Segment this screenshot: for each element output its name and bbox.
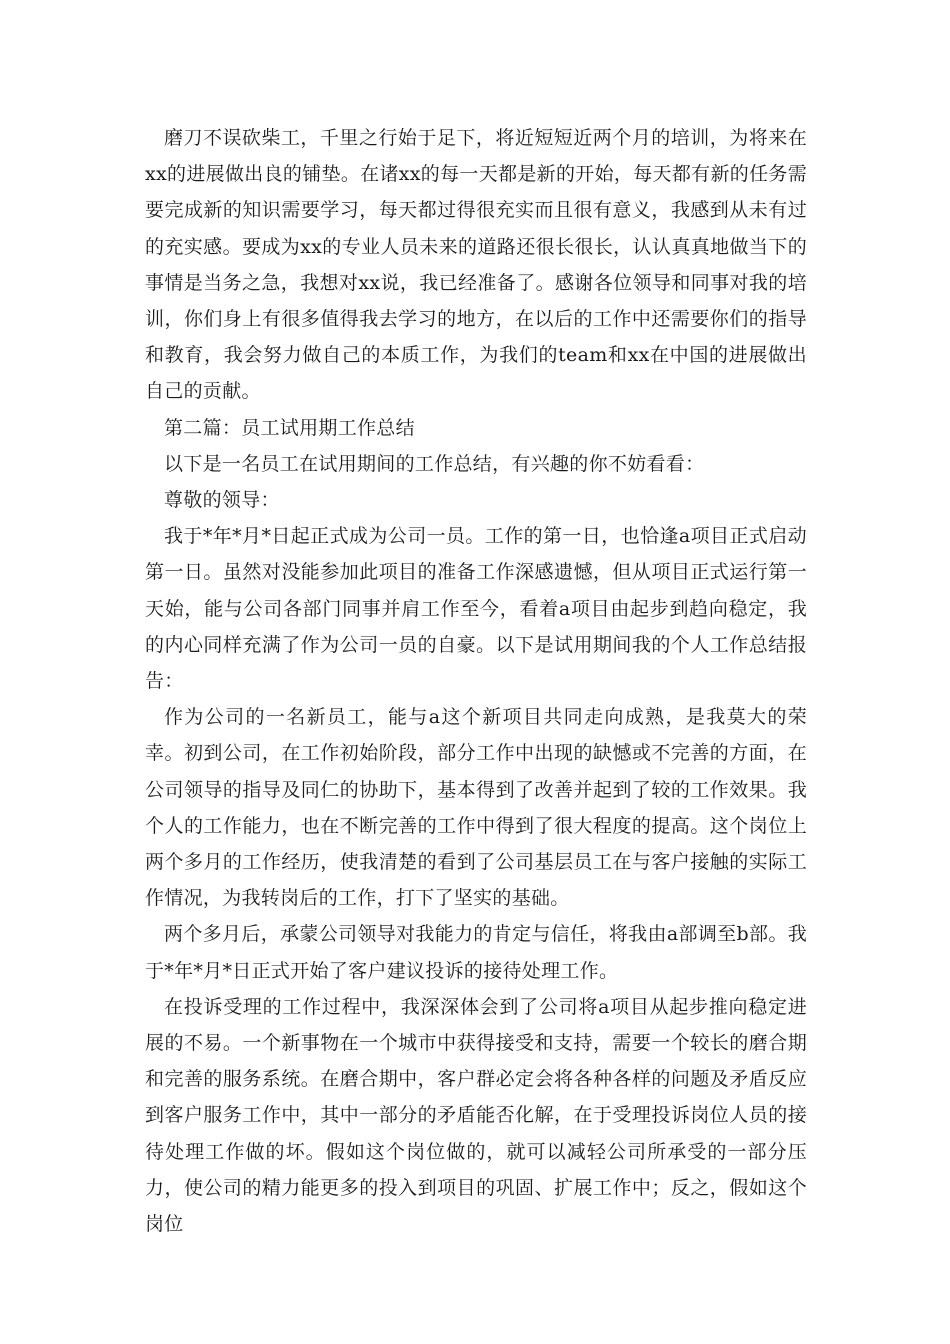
section-heading: 第二篇：员工试用期工作总结 bbox=[164, 416, 415, 439]
paragraph-new-employee: 作为公司的一名新员工，能与a这个新项目共同走向成熟，是我莫大的荣幸。初到公司，在工作初始阶段，部分工作中出现的缺憾或不完善的方面，在公司领导的指导及同仁的协助下，基本得到了改善并起到了较的工作效果。我个人的工作能力，也在不断完善的工作中得到了很大程度的提高。这个岗位上两个多月的工作经历，使我清楚的看到了公司基层员工在与客户接触的实际工作情况，为我转岗后的工作，打下了坚实的基础。 bbox=[145, 706, 807, 910]
paragraph-transfer: 两个多月后，承蒙公司领导对我能力的肯定与信任，将我由a部调至b部。我于*年*月*日正式开始了客户建议投诉的接待处理工作。 bbox=[145, 923, 807, 982]
paragraph-training-reflection: 磨刀不误砍柴工，千里之行始于足下，将近短短近两个月的培训，为将来在xx的进展做出良的铺垫。在诸xx的每一天都是新的开始，每天都有新的任务需要完成新的知识需要学习，每天都过得很充实而且很有意义，我感到从未有过的充实感。要成为xx的专业人员未来的道路还很长很长，认认真真地做当下的事情是当务之急，我想对xx说，我已经准备了。感谢各位领导和同事对我的培训，你们身上有很多值得我去学习的地方，在以后的工作中还需要你们的指导和教育，我会努力做自己的本质工作，为我们的team和xx在中国的进展做出自己的贡献。 bbox=[145, 127, 807, 403]
document-body bbox=[145, 120, 807, 1242]
paragraph-intro: 以下是一名员工在试用期间的工作总结，有兴趣的你不妨看看： bbox=[164, 452, 705, 475]
salutation: 尊敬的领导： bbox=[164, 489, 280, 512]
paragraph-complaints: 在投诉受理的工作过程中，我深深体会到了公司将a项目从起步推向稳定进展的不易。一个新事物在一个城市中获得接受和支持，需要一个较长的磨合期和完善的服务系统。在磨合期中，客户群必定会将各种各样的问题及矛盾反应到客户服务工作中，其中一部分的矛盾能否化解，在于受理投诉岗位人员的接待处理工作做的坏。假如这个岗位做的，就可以减轻公司所承受的一部分压力，使公司的精力能更多的投入到项目的巩固、扩展工作中；反之，假如这个岗位 bbox=[145, 995, 807, 1236]
paragraph-joining: 我于*年*月*日起正式成为公司一员。工作的第一日，也恰逢a项目正式启动第一日。虽然对没能参加此项目的准备工作深感遗憾，但从项目正式运行第一天始，能与公司各部门同事并肩工作至今，看着a项目由起步到趋向稳定，我的内心同样充满了作为公司一员的自豪。以下是试用期间我的个人工作总结报告： bbox=[145, 525, 807, 693]
